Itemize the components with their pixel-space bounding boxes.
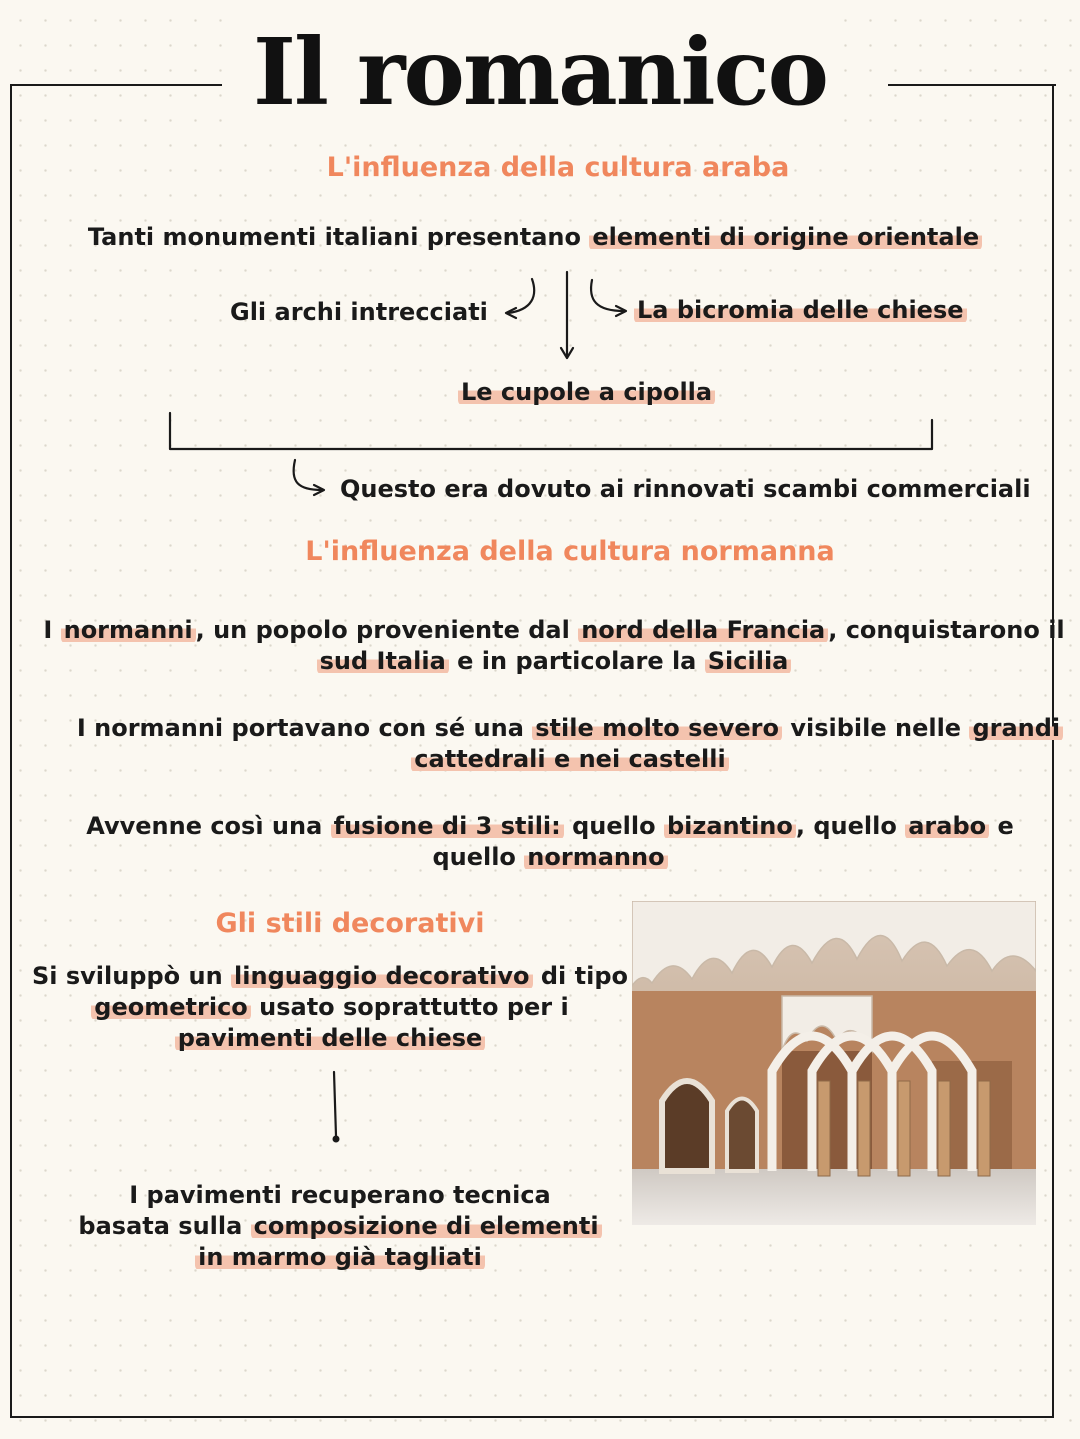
- norman-paragraph-2: I normanni portavano con sé una stile molto severo visibile nelle grandi cattedrali e nei castelli: [0, 713, 1080, 775]
- arab-conclusion: Questo era dovuto ai rinnovati scambi commerciali: [340, 475, 1031, 503]
- left-arrow-curve: [508, 279, 534, 313]
- decorative-arrow-dot: [333, 1136, 340, 1143]
- arcade-illustration: [632, 901, 1036, 1225]
- heading-arab-influence: L'influenza della cultura araba: [326, 152, 790, 183]
- branch-interlaced-arches: Gli archi intrecciati: [230, 298, 488, 326]
- conclusion-arrow-curve: [294, 460, 322, 490]
- photo-interlaced-arches: [632, 901, 1036, 1225]
- heading-norman-influence: L'influenza della cultura normanna: [305, 536, 835, 567]
- grouping-bracket: [170, 413, 932, 449]
- decorative-arrow-line: [334, 1072, 336, 1136]
- arab-intro: Tanti monumenti italiani presentano elementi di origine orientale: [0, 222, 1070, 253]
- norman-paragraph-1: I normanni , un popolo proveniente dal nord della Francia , conquistarono il sud Italia e in particolare la Sicilia: [43, 616, 1065, 675]
- branch-bichromy: La bicromia delle chiese: [634, 295, 967, 326]
- page-title: Il romanico: [0, 12, 1080, 132]
- heading-decorative-styles: Gli stili decorativi: [215, 908, 485, 939]
- branch-onion-domes: Le cupole a cipolla: [458, 377, 715, 408]
- norman-paragraph-3: Avvenne così una fusione di 3 stili: quello bizantino , quello arabo e quello normanno: [86, 812, 1014, 871]
- decorative-paragraph-1: Si sviluppò un linguaggio decorativo di tipo geometrico usato soprattutto per i pavimenti delle chiese: [31, 962, 629, 1052]
- decorative-paragraph-2: I pavimenti recuperano tecnica basata sulla composizione di elementi in marmo già tagliati: [0, 1180, 680, 1273]
